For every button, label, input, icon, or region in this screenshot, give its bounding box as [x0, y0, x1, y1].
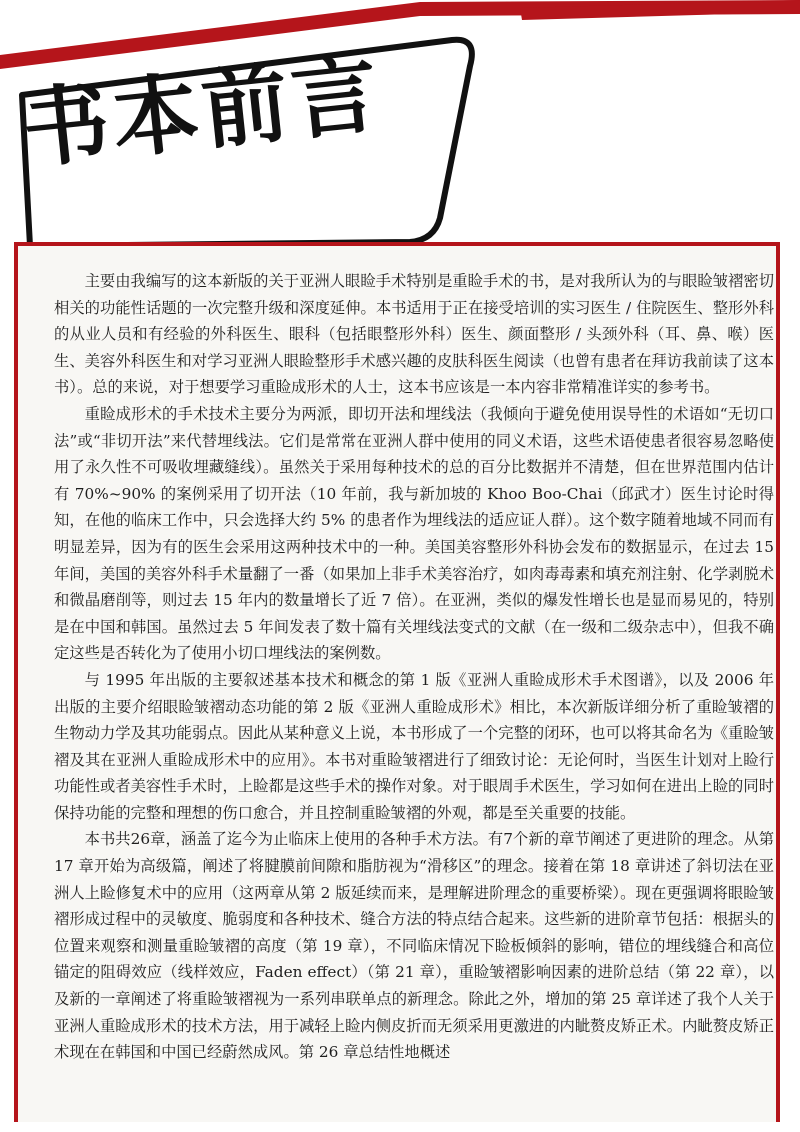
preface-body — [54, 268, 774, 1066]
paragraph: 本书共26章，涵盖了迄今为止临床上使用的各种手术方法。有7个新的章节阐述了更进阶的理念。从第 17 章开始为高级篇，阐述了将腱膜前间隙和脂肪视为“滑移区”的理念。接着在第 18 章讲述了斜切法在亚洲人上睑修复术中的应用（这两章从第 2 版延续而来，是理解进阶理念的重要桥梁）。现在更强调将眼睑皱褶形成过程中的灵敏度、脆弱度和各种技术、缝合方法的特点结合起来。这些新的进阶章节包括：根据头的位置来观察和测量重睑皱褶的高度（第 19 章），不同临床情况下睑板倾斜的影响，错位的埋线缝合和高位锚定的阻碍效应（线样效应，Faden effect）（第 21 章），重睑皱褶影响因素的进阶总结（第 22 章），以及新的一章阐述了将重睑皱褶视为一系列串联单点的新理念。除此之外，增加的第 25 章详述了我个人关于亚洲人重睑成形术的技术方法，用于减轻上睑内侧皮折而无须采用更激进的内眦赘皮矫正术。内眦赘皮矫正术现在在韩国和中国已经蔚然成风。第 26 章总结性地概述 — [54, 830, 774, 1062]
page-title: 书本前言 — [18, 43, 387, 181]
paragraph: 重睑成形术的手术技术主要分为两派，即切开法和埋线法（我倾向于避免使用误导性的术语如“无切口法”或“非切开法”来代替埋线法。它们是常常在亚洲人群中使用的同义术语，这些术语使患者很容易忽略使用了永久性不可吸收埋藏缝线）。虽然关于采用每种技术的总的百分比数据并不清楚，但在世界范围内估计有 70%~90% 的案例采用了切开法（10 年前，我与新加坡的 Khoo Boo-Chai（邱武才）医生讨论时得知，在他的临床工作中，只会选择大约 5% 的患者作为埋线法的适应证人群）。这个数字随着地域不同而有明显差异，因为有的医生会采用这两种技术中的一种。美国美容整形外科协会发布的数据显示，在过去 15 年间，美国的美容外科手术量翻了一番（如果加上非手术美容治疗，如肉毒毒素和填充剂注射、化学剥脱术和微晶磨削等，则过去 15 年内的数量增长了近 7 倍）。在亚洲，类似的爆发性增长也是显而易见的，特别是在中国和韩国。虽然过去 5 年间发表了数十篇有关埋线法变式的文献（在一级和二级杂志中），但我不确定这些是否转化为了使用小切口埋线法的案例数。 — [54, 404, 774, 663]
paragraph: 主要由我编写的这本新版的关于亚洲人眼睑手术特别是重睑手术的书，是对我所认为的与眼睑皱褶密切相关的功能性话题的一次完整升级和深度延伸。本书适用于正在接受培训的实习医生 / 住院医生、整形外科的从业人员和有经验的外科医生、眼科（包括眼整形外科）医生、颜面整形 / 头颈外科（耳、鼻、喉）医生、美容外科医生和对学习亚洲人眼睑整形手术感兴趣的皮肤科医生阅读（也曾有患者在拜访我前读了这本书）。总的来说，对于想要学习重睑成形术的人士，这本书应该是一本内容非常精准详实的参考书。 — [54, 272, 774, 397]
paragraph: 与 1995 年出版的主要叙述基本技术和概念的第 1 版《亚洲人重睑成形术手术图谱》，以及 2006 年出版的主要介绍眼睑皱褶动态功能的第 2 版《亚洲人重睑成形术》相比，本次新版详细分析了重睑皱褶的生物动力学及其功能弱点。因此从某种意义上说，本书形成了一个完整的闭环，也可以将其命名为《重睑皱褶及其在亚洲人重睑成形术中的应用》。本书对重睑皱褶进行了细致讨论：无论何时，当医生计划对上睑行功能性或者美容性手术时，上睑都是这些手术的操作对象。对于眼周手术医生，学习如何在进出上睑的同时保持功能的完整和理想的伤口愈合，并且控制重睑皱褶的外观，都是至关重要的技能。 — [54, 670, 774, 822]
